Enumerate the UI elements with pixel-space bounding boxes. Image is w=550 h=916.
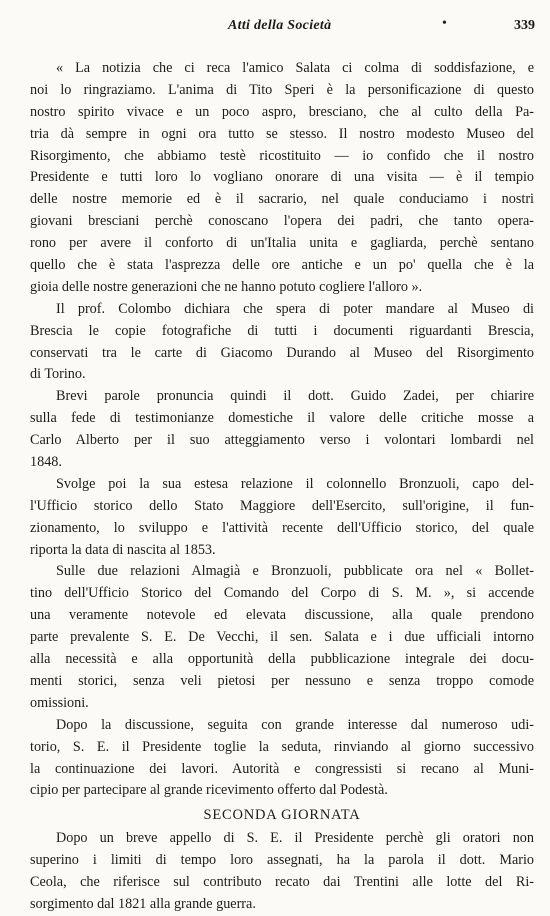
text-line: Presidente e tutti loro lo vogliano onorare di una visita — è il tempio — [30, 169, 534, 186]
text-line: tino dell'Ufficio Storico del Comando del Corpo di S. M. », si accende — [30, 585, 534, 602]
text-line: Il prof. Colombo dichiara che spera di poter mandare al Museo di — [56, 300, 534, 317]
text-line: la continuazione dei lavori. Autorità e congressisti si recano al Muni- — [30, 760, 534, 777]
text-line: Brevi parole pronuncia quindi il dott. Guido Zadei, per chiarire — [56, 388, 534, 405]
text-line: superino i limiti di tempo loro assegnati, ha la parola il dott. Mario — [30, 852, 534, 869]
text-line: zionamento, lo sviluppo e l'attività recente dell'Ufficio storico, del quale — [30, 519, 534, 536]
text-line: gioia delle nostre generazioni che ne hanno potuto cogliere l'alloro ». — [30, 278, 423, 295]
text-line: Svolge poi la sua estesa relazione il colonnello Bronzuoli, capo del- — [56, 475, 534, 492]
text-line: torio, S. E. il Presidente toglie la seduta, rinviando al giorno successivo — [30, 738, 534, 755]
text-line: Risorgimento, che abbiamo testè ricostituito — io confido che il nostro — [30, 147, 534, 164]
text-line: tria dà sempre in ogni ora tutto se stesso. Il nostro modesto Museo del — [30, 125, 534, 142]
text-line: parte prevalente S. E. De Vecchi, il sen. Salata e i due ufficiali intorno — [30, 629, 534, 646]
text-line: alla necessità e alla opportunità della pubblicazione integrale dei docu- — [30, 651, 534, 668]
text-line: cipio per partecipare al grande ricevimento offerto dal Podestà. — [30, 782, 388, 799]
page-number: 339 — [514, 18, 535, 33]
text-line: una veramente notevole ed elevata discussione, alla quale prendono — [30, 607, 534, 624]
text-line: di Torino. — [30, 366, 86, 383]
text-line: omissioni. — [30, 694, 89, 711]
running-title: Atti della Società — [228, 18, 332, 33]
text-line: Sulle due relazioni Almagià e Bronzuoli, pubblicate ora nel « Bollet- — [56, 563, 534, 580]
text-line: riporta la data di nascita al 1853. — [30, 541, 216, 558]
text-line: 1848. — [30, 454, 62, 471]
text-line: menti storici, senza veli pietosi per nessuno e senza troppo comode — [30, 672, 534, 689]
text-line: Carlo Alberto per il suo atteggiamento verso i volontari lombardi nel — [30, 432, 534, 449]
text-line: conservati tra le carte di Giacomo Durando al Museo del Risorgimento — [30, 344, 534, 361]
text-line: giovani bresciani perchè conoscano l'opera dei padri, che tanto opera- — [30, 213, 534, 230]
text-line: Ceola, che riferisce sul contributo recato dai Trentini alle lotte del Ri- — [30, 873, 534, 890]
running-header — [30, 18, 535, 42]
body-text — [30, 58, 534, 916]
text-line: noi lo ringraziamo. L'anima di Tito Speri è la personificazione di questo — [30, 81, 534, 98]
text-line: rono per avere il conforto di un'Italia unita e gagliarda, perchè sentano — [30, 235, 534, 252]
text-line: Dopo la discussione, seguita con grande interesse dal numeroso udi- — [56, 716, 534, 733]
text-line: sorgimento dal 1821 alla grande guerra. — [30, 895, 256, 912]
text-line: nostro spirito vivace e un poco aspro, bresciano, che al culto della Pa- — [30, 103, 534, 120]
section-heading: SECONDA GIORNATA — [203, 807, 361, 824]
text-line: quello che è stata l'asprezza delle ore antiche e un po' quella che è la — [30, 257, 534, 274]
text-line: « La notizia che ci reca l'amico Salata ci colma di soddisfazione, e — [56, 60, 534, 76]
text-line: Brescia le copie fotografiche di tutti i documenti riguardanti Brescia, — [30, 322, 534, 339]
text-line: sulla fede di testimonianze domestiche il valore delle critiche mosse a — [30, 410, 534, 427]
text-line: delle nostre memorie ed è il sacrario, nel quale conduciamo i nostri — [30, 191, 534, 208]
header-mark: • — [442, 16, 447, 31]
text-line: l'Ufficio storico dello Stato Maggiore dell'Esercito, sull'origine, il fun- — [30, 497, 534, 514]
text-line: Dopo un breve appello di S. E. il Presidente perchè gli oratori non — [56, 830, 534, 847]
